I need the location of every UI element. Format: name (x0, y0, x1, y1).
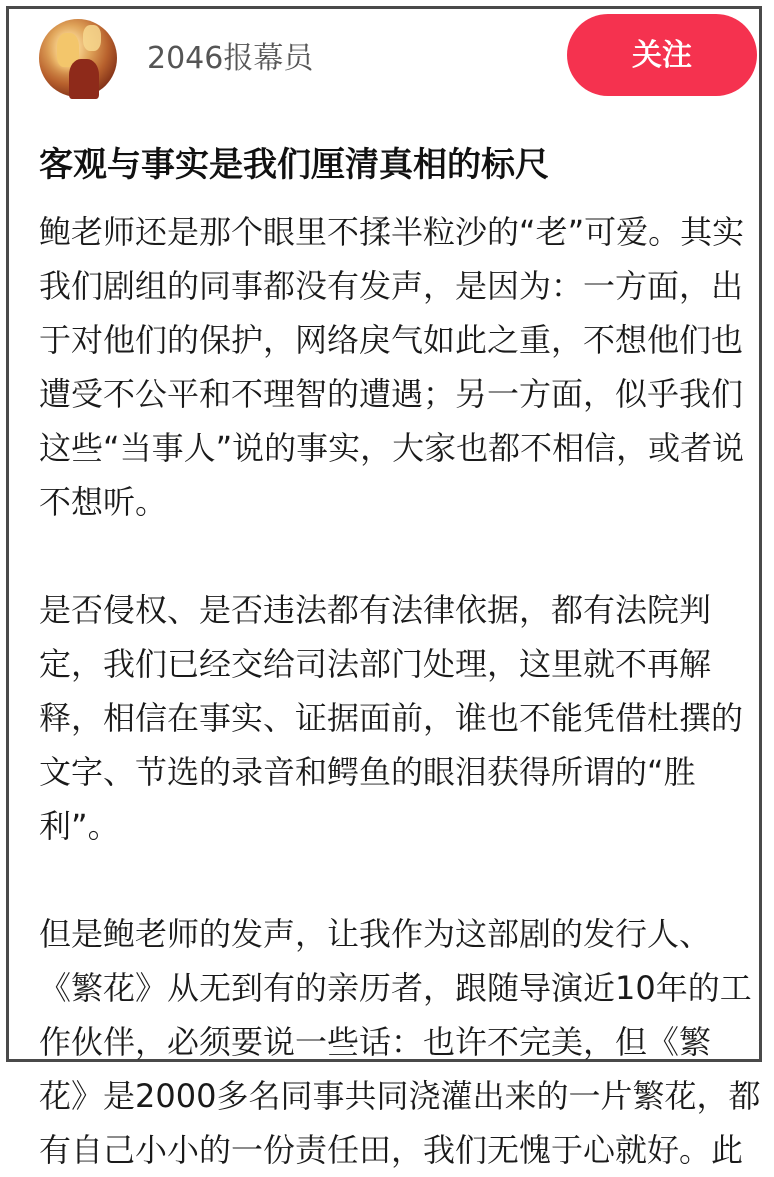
paragraph-gap (39, 529, 759, 583)
author-name[interactable]: 2046报幕员 (147, 41, 314, 76)
text-line: 利”。 (39, 807, 120, 845)
text-line: 有自己小小的一份责任田，我们无愧于心就好。此 (39, 1131, 744, 1169)
paragraph-gap (39, 853, 759, 907)
post-header (9, 9, 759, 109)
paragraph (39, 583, 759, 853)
author-avatar[interactable] (39, 19, 117, 97)
text-line: 作伙伴，必须要说一些话：也许不完美，但《繁 (39, 1023, 712, 1061)
text-line: 《繁花》从无到有的亲历者，跟随导演近10年的工 (39, 969, 752, 1007)
post-body (39, 205, 759, 1177)
paragraph (39, 907, 759, 1177)
avatar-figure-shape (69, 59, 99, 99)
text-line: 但是鲍老师的发声，让我作为这部剧的发行人、 (39, 915, 712, 953)
text-line: 我们剧组的同事都没有发声，是因为：一方面，出 (39, 267, 744, 305)
text-line: 是否侵权、是否违法都有法律依据，都有法院判 (39, 591, 712, 629)
text-line: 定，我们已经交给司法部门处理，这里就不再解 (39, 645, 712, 683)
post-card (6, 6, 762, 1169)
text-line: 不想听。 (39, 483, 168, 521)
text-line: 遭受不公平和不理智的遭遇；另一方面，似乎我们 (39, 375, 744, 413)
text-line: 于对他们的保护，网络戾气如此之重，不想他们也 (39, 321, 744, 359)
follow-button[interactable]: 关注 (567, 14, 757, 96)
post-title: 客观与事实是我们厘清真相的标尺 (39, 145, 549, 185)
text-line: 鲍老师还是那个眼里不揉半粒沙的“老”可爱。其实 (39, 213, 745, 251)
text-line: 文字、节选的录音和鳄鱼的眼泪获得所谓的“胜 (39, 753, 696, 791)
paragraph (39, 205, 759, 529)
text-line: 花》是2000多名同事共同浇灌出来的一片繁花，都 (39, 1077, 761, 1115)
text-line: 这些“当事人”说的事实，大家也都不相信，或者说 (39, 429, 745, 467)
text-line: 释，相信在事实、证据面前，谁也不能凭借杜撰的 (39, 699, 744, 737)
avatar-light-shape (83, 25, 101, 51)
